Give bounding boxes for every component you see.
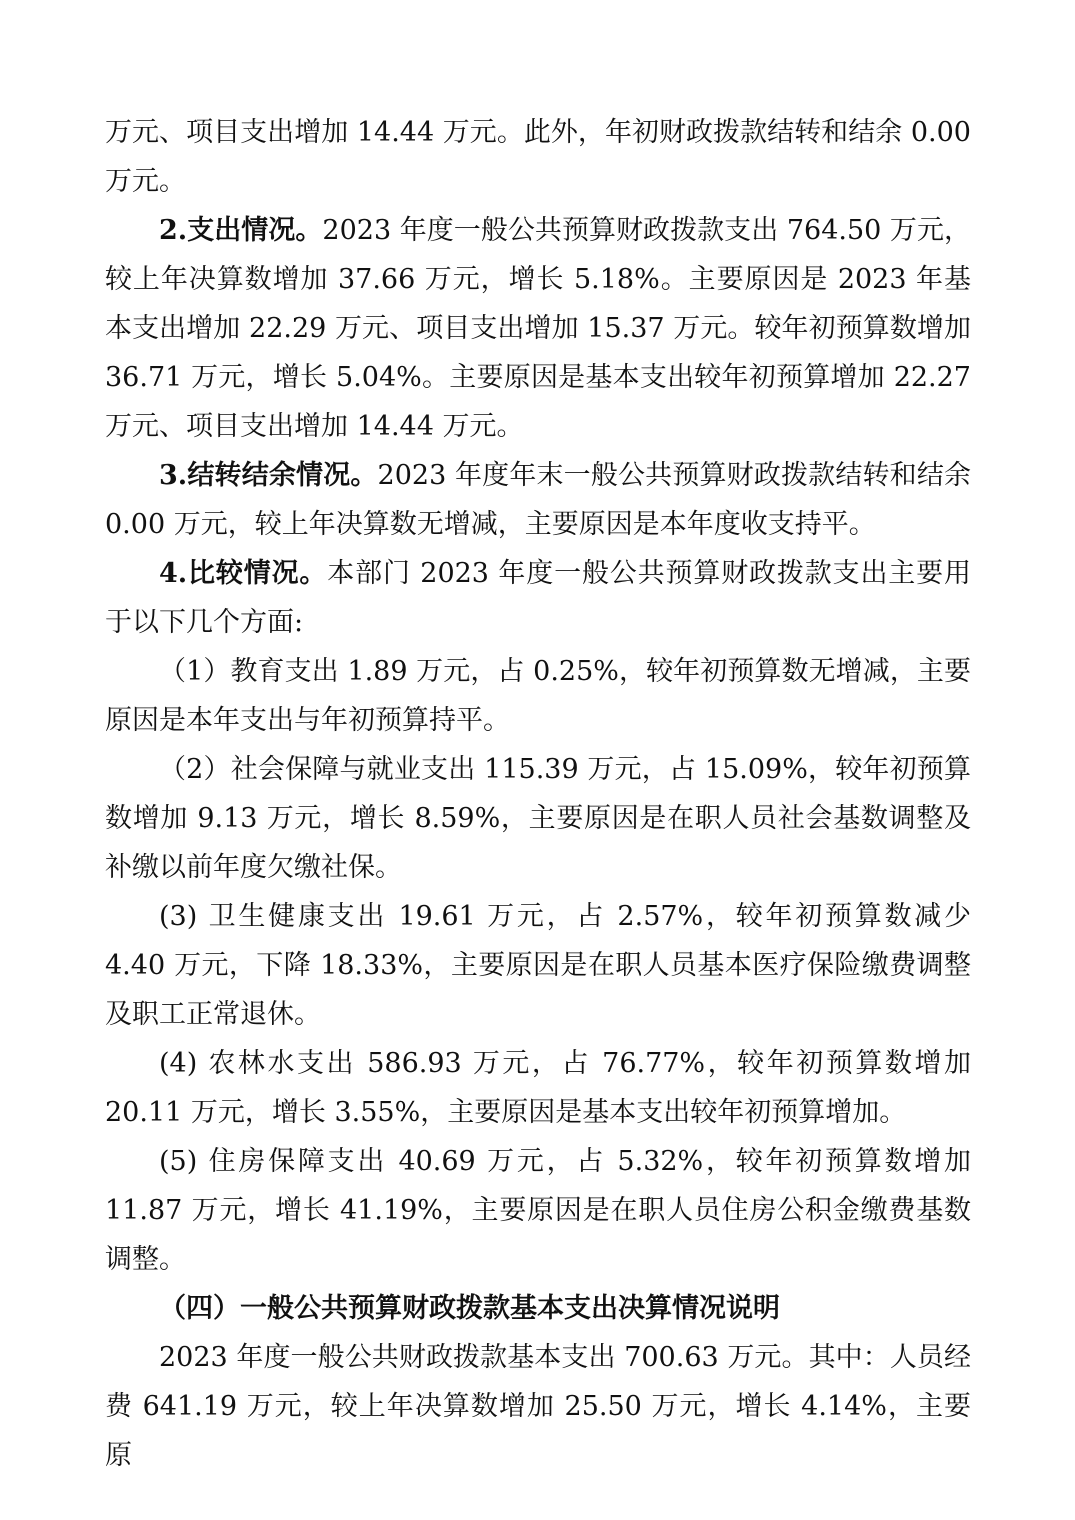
paragraph-lead: 4.比较情况。	[159, 558, 328, 589]
paragraph-carryover	[105, 451, 971, 549]
paragraph-education: （1）教育支出 1.89 万元，占 0.25%，较年初预算数无增减，主要原因是本年支出与年初预算持平。	[105, 656, 971, 736]
paragraph-body: 2023 年度年末一般公共预算财政拨款结转和结余 0.00 万元，较上年决算数无增减，主要原因是本年度收支持平。	[105, 460, 972, 540]
paragraph-lead: 2.支出情况。	[159, 215, 323, 246]
document-page	[105, 108, 971, 1480]
paragraph-basic-expenditure: 2023 年度一般公共财政拨款基本支出 700.63 万元。其中：人员经费 641.19 万元，较上年决算数增加 25.50 万元，增长 4.14%，主要原	[105, 1342, 971, 1471]
paragraph-housing: (5) 住房保障支出 40.69 万元，占 5.32%，较年初预算数增加 11.87 万元，增长 41.19%，主要原因是在职人员住房公积金缴费基数调整。	[105, 1146, 971, 1275]
paragraph-social-security: （2）社会保障与就业支出 115.39 万元，占 15.09%，较年初预算数增加 9.13 万元，增长 8.59%，主要原因是在职人员社会基数调整及补缴以前年度欠缴社保。	[105, 754, 971, 883]
paragraph-body: 2023 年度一般公共预算财政拨款支出 764.50 万元，较上年决算数增加 37.66 万元，增长 5.18%。主要原因是 2023 年基本支出增加 22.29 万元、项目支出增加 15.37 万元。较年初预算数增加 36.71 万元，增长 5.04%。主要原因是基本支出较年初预算增加 22.27 万元、项目支出增加 14.44 万元。	[105, 215, 972, 442]
paragraph-expenditure	[105, 206, 971, 451]
paragraph-lead: 3.结转结余情况。	[159, 460, 378, 491]
paragraph-health: (3) 卫生健康支出 19.61 万元，占 2.57%，较年初预算数减少 4.40 万元，下降 18.33%，主要原因是在职人员基本医疗保险缴费调整及职工正常退休。	[105, 901, 971, 1030]
paragraph-comparison	[105, 549, 971, 647]
section-heading: （四）一般公共预算财政拨款基本支出决算情况说明	[159, 1293, 780, 1324]
paragraph-body: 本部门 2023 年度一般公共预算财政拨款支出主要用于以下几个方面:	[105, 558, 971, 638]
paragraph-agriculture: (4) 农林水支出 586.93 万元，占 76.77%，较年初预算数增加 20.11 万元，增长 3.55%，主要原因是基本支出较年初预算增加。	[105, 1048, 971, 1128]
paragraph-income-tail: 万元、项目支出增加 14.44 万元。此外，年初财政拨款结转和结余 0.00 万元。	[105, 117, 971, 197]
